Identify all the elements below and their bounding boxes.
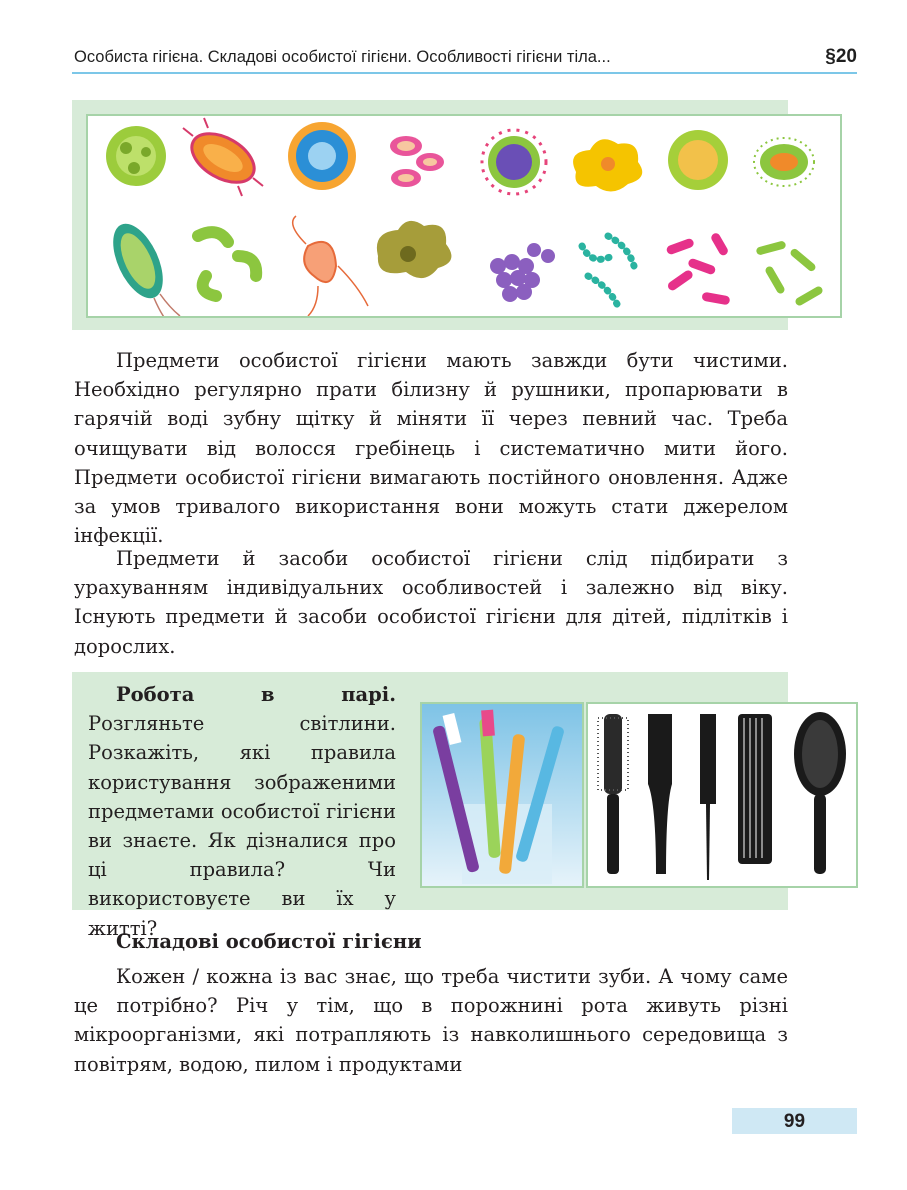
paragraph-1 xyxy=(74,346,788,550)
page-header xyxy=(72,42,857,74)
microbe-green-curved-rods xyxy=(198,232,256,296)
section-number: §20 xyxy=(825,46,857,67)
paragraph-2 xyxy=(74,544,788,661)
toothbrushes-photo xyxy=(420,702,584,888)
page-number: 99 xyxy=(732,1108,857,1134)
microbe-blue-virus xyxy=(288,122,356,190)
microbe-olive-amoeba xyxy=(377,221,452,278)
microbe-pink-rods xyxy=(665,232,730,306)
pair-work-text xyxy=(88,680,396,943)
section-heading: Складові особистої гігієни xyxy=(116,930,422,953)
paragraph-1-text: Предмети особистої гігієни мають завжди бути чистими. Необхідно регулярно прати білизну й рушники, пропарювати в гарячій воді зубну щітку й міняти її через певний час. Треба очищувати від волосся гребінець і систематично мити його. Предмети особистої гігієни вимагають постійного оновлення. Адже за умов тривалого використання вони можуть стати джерелом інфекції. xyxy=(74,349,788,548)
running-title: Особиста гігієна. Складові особистої гігієни. Особливості гігієни тіла... xyxy=(74,48,611,66)
microbe-orange-flagellate xyxy=(293,216,368,316)
microbe-hairy-green xyxy=(754,138,814,186)
microbe-green-virus xyxy=(482,130,546,194)
microbe-yellow-amoeba xyxy=(573,139,642,191)
pair-work-label: Робота в парі. xyxy=(116,683,396,706)
microbe-orange-rod xyxy=(183,118,263,196)
combs-photo xyxy=(586,702,858,888)
large-comb xyxy=(738,714,772,864)
microbe-green-rods xyxy=(755,240,824,307)
microbe-purple-cluster xyxy=(490,243,555,302)
microbes-svg xyxy=(88,116,840,316)
microbe-green-capsule xyxy=(103,216,180,316)
paragraph-3-text: Кожен / кожна із вас знає, що треба чистити зуби. А чому саме це потрібно? Річ у тім, що в порожнині рота живуть різні мікроорганізми, які потрапляють із навколишнього середовища з повітрям, водою, пилом і продуктами xyxy=(74,965,788,1076)
paragraph-3 xyxy=(74,962,788,1079)
microbe-green-sphere xyxy=(106,126,166,186)
microbe-teal-chains xyxy=(582,236,634,306)
microbe-pink-flagellate xyxy=(390,136,444,187)
microbe-yellow-green-sphere xyxy=(668,130,728,190)
paragraph-2-text: Предмети й засоби особистої гігієни слід підбирати з урахуванням індивідуальних особливостей і залежно від віку. Існують предмети й засоби особистої гігієни для дітей, підлітків і дорослих. xyxy=(74,547,788,658)
microbes-illustration xyxy=(86,114,842,318)
pair-work-task: Розгляньте світлини. Розкажіть, які правила користування зображеними предметами особистої гігієни ви знаєте. Як дізналися про ці правила? Чи використовуєте ви їх у житті? xyxy=(88,712,396,940)
